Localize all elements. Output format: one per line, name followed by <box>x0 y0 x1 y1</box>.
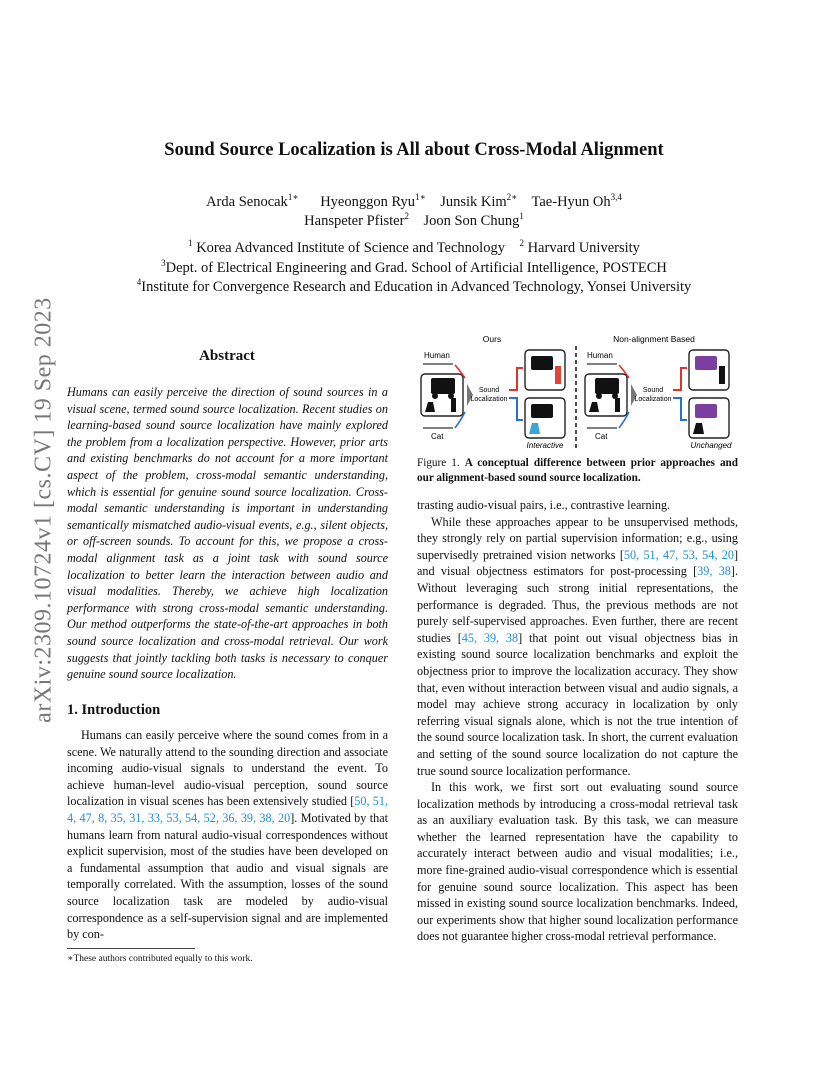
authors-line-1 <box>0 194 828 211</box>
affiliation-line-3: $^4$Institute for Convergence Research and Education in Advanced Technology, Yonsei University <box>136 277 692 295</box>
footnote-rule <box>67 948 195 949</box>
label-cat: Cat <box>431 432 444 441</box>
footnote: ∗These authors contributed equally to this work. <box>67 954 253 964</box>
arrow-red <box>509 368 523 390</box>
label-sound-localization: Sound Localization <box>470 387 508 403</box>
person-icon <box>719 366 725 384</box>
citation-link[interactable]: 39, 38 <box>697 564 731 579</box>
person-highlight-icon <box>555 366 561 384</box>
label-sound-localization: Sound Localization <box>634 387 672 403</box>
author: Junsik Kim$^{2∗}$ <box>440 192 518 210</box>
figure-1 <box>417 332 739 454</box>
paragraph: In this work, we first sort out evaluating sound source localization methods by introducing a cross-modal retrieval task as an auxiliary evaluation task. By this task, we can measure whether the learned representation have the capability to accurately interact between audio and visual modalities; i.e., more fine-grained audio-visual correspondence which is essential for genuine sound source localization. This aspect has been missed in existing sound source localization benchmarks. Indeed, our experiments show that higher sound localization performance does not guarantee higher cross-modal retrieval performance. <box>417 780 738 944</box>
figure-caption: Figure 1. A conceptual difference between prior approaches and our alignment-based sound source localization. <box>417 457 738 484</box>
paper-title: Sound Source Localization is All about Cross-Modal Alignment <box>164 140 664 160</box>
arrow-red <box>673 368 687 390</box>
figure-label-non-alignment: Non-alignment Based <box>613 334 695 344</box>
truck-icon <box>531 356 553 370</box>
citation-link[interactable]: 45, 39, 38 <box>461 630 519 645</box>
author: Arda Senocak$^{1∗}$ <box>206 192 299 210</box>
arxiv-identifier: arXiv:2309.10724v1 [cs.CV] 19 Sep 2023 <box>30 297 57 723</box>
abstract-heading: Abstract <box>199 348 255 364</box>
arrow-blue <box>509 398 523 420</box>
right-column-text <box>417 497 738 945</box>
person-icon <box>615 398 620 412</box>
label-human: Human <box>424 351 450 360</box>
arrow-blue <box>673 398 687 420</box>
citation-link[interactable]: 50, 51, 47, 53, 54, 20 <box>623 547 734 562</box>
abstract-body: Humans can easily perceive the direction of sound sources in a visual scene, termed sound source localization. Recent studies on learning-based sound source localization have mainly explored the problem from a localization perspective. However, prior arts and existing benchmarks do not account for a more important aspect of the problem, cross-modal semantic understanding, which is essential for genuine sound source localization. Cross-modal semantic understanding is important in understanding semantically mismatched audio-visual events, e.g., silent objects, or off-screen sounds. To account for this, we propose a cross-modal alignment task as a joint task with sound source localization to better learn the interaction between audio and visual modalities. Thereby, we achieve high localization performance with strong cross-modal semantic understanding. Our method outperforms the state-of-the-art approaches in both sound source localization and cross-modal retrieval. Our work suggests that jointly tackling both tasks is necessary to conquer genuine sound source localization. <box>67 385 388 682</box>
label-unchanged: Unchanged <box>690 441 732 450</box>
author: Hanspeter Pfister$^2$ <box>304 211 409 229</box>
person-icon <box>451 398 456 412</box>
paragraph: While these approaches appear to be unsupervised methods, they strongly rely on partial supervision information; e.g., using supervisedly pretrained vision networks [50, 51, 47, 53, 54, 20] and visual objectness estimators for post-processing [39, 38]. Without leveraging such strong initial representations, the performance is degraded. Thus, the previous methods are not purely self-supervised approaches. Even further, there are recent studies [45, 39, 38] that point out visual objectness bias in existing sound source localization benchmarks and exploit the objectness prior to improve the localization accuracy. They show that, even without interaction between visual and audio signals, a model may achieve strong accuracy in localization by only referring visual signals alone, which is not the true intention of the sound source localization task. In short, the current evaluation and setting of the sound source localization do not capture the true sound source localization performance. <box>417 514 739 778</box>
truck-highlight-icon <box>695 404 717 418</box>
author: Hyeonggon Ryu$^{1∗}$ <box>320 192 426 210</box>
truck-icon <box>431 378 455 394</box>
section-heading: 1. Introduction <box>67 702 161 718</box>
affiliation-line-2: $^3$Dept. of Electrical Engineering and Grad. School of Artificial Intelligence, POSTECH <box>161 258 667 276</box>
truck-highlight-icon <box>695 356 717 370</box>
authors-line-2 <box>0 213 828 230</box>
truck-icon <box>595 378 619 394</box>
label-human: Human <box>587 351 613 360</box>
figure-label-ours: Ours <box>482 334 502 344</box>
paragraph: trasting audio-visual pairs, i.e., contrastive learning. <box>417 498 671 512</box>
label-interactive: Interactive <box>526 441 564 450</box>
truck-icon <box>531 404 553 418</box>
author: Tae-Hyun Oh$^{3,4}$ <box>531 192 622 210</box>
author: Joon Son Chung$^1$ <box>423 211 524 229</box>
intro-paragraph: Humans can easily perceive where the sound comes from in a scene. We naturally attend to the sounding direction and associate incoming audio-visual signals to understand the event. To achieve human-level audio-visual perception, sound source localization in visual scenes has been extensively studied [50, 51, 4, 47, 8, 35, 31, 33, 53, 54, 52, 36, 39, 38, 20]. Motivated by that humans learn from natural audio-visual correspondences without explicit supervision, most of the studies have been developed on a fundamental assumption that audio and visual signals are temporally correlated. With the assumption, losses of the sound source localization task are modeled by audio-visual correspondence as a self-supervision signal and are implemented by con- <box>67 728 389 942</box>
citation-link[interactable]: 50, 51, 4, 47, 8, 35, 31, 33, 53, 54, 52, 36, 39, 38, 20 <box>67 794 388 825</box>
affiliation-line-1: $^1$ Korea Advanced Institute of Science and Technology $^2$ Harvard University <box>188 238 640 256</box>
label-cat: Cat <box>595 432 608 441</box>
